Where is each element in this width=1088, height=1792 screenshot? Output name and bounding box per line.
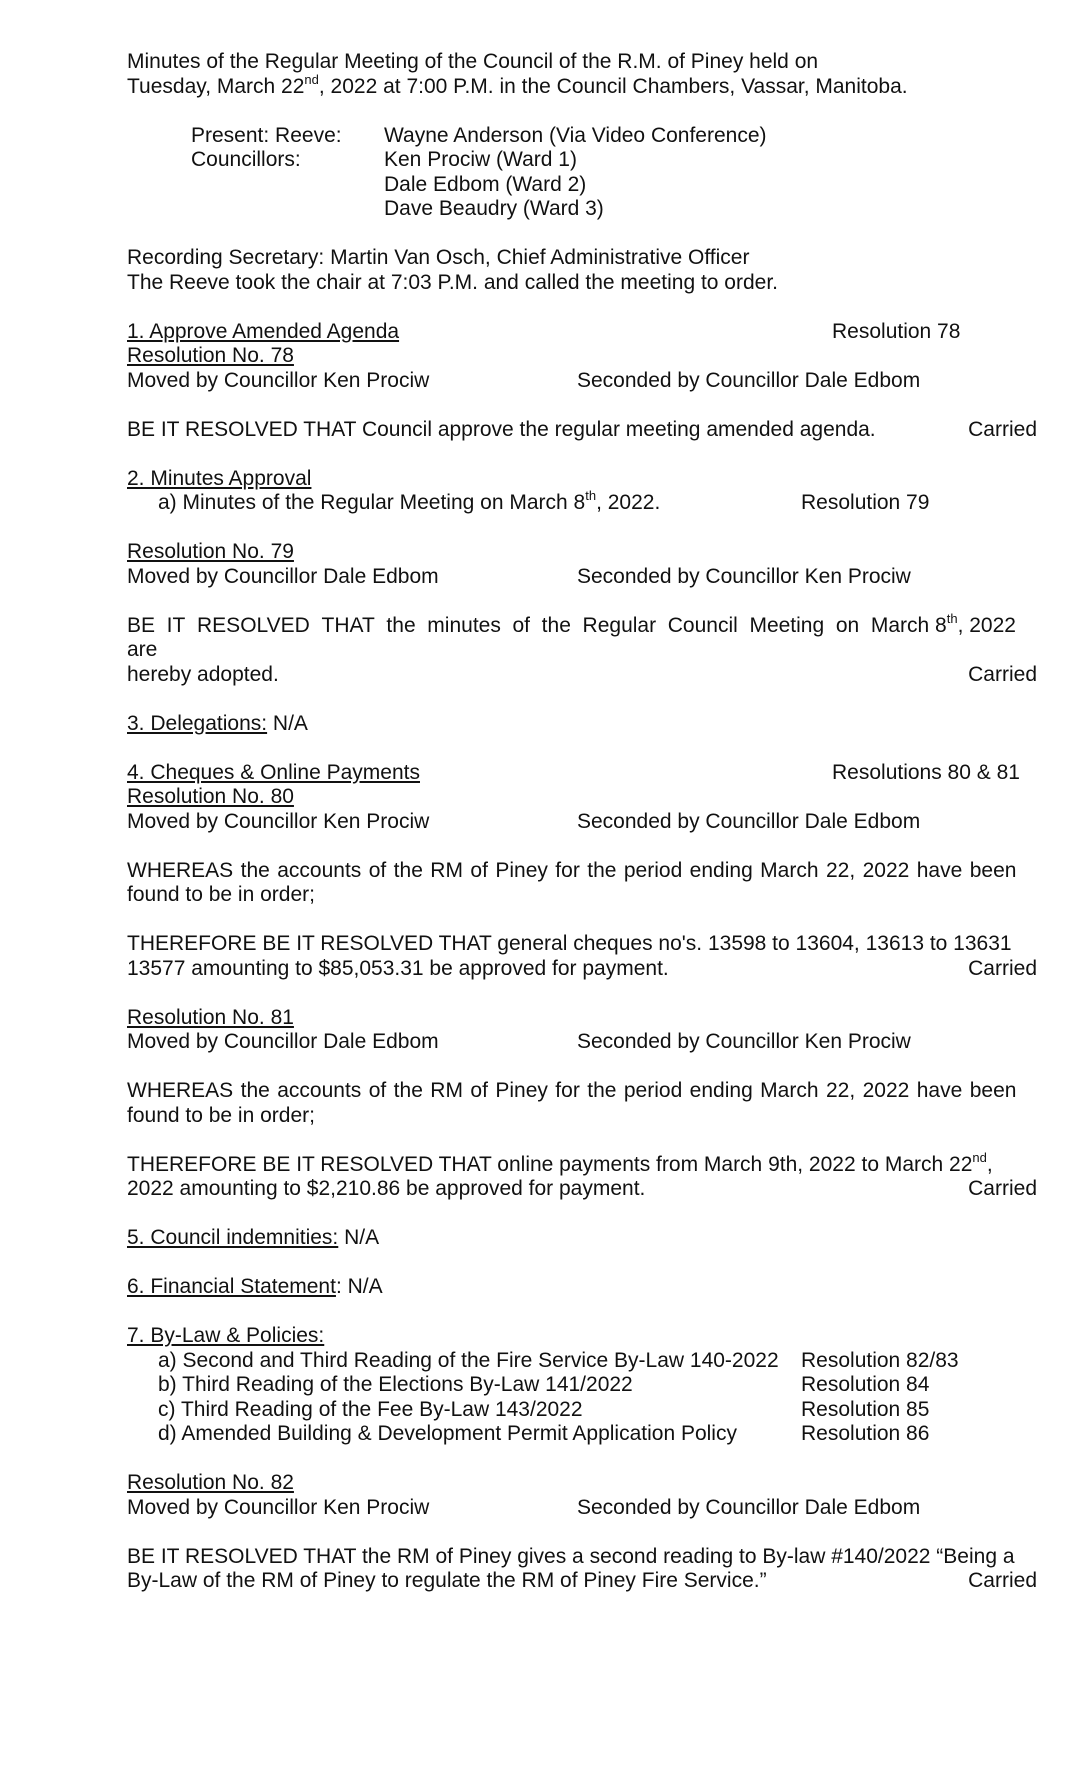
bylaw-item-ref: Resolution 82/83 (801, 1348, 959, 1372)
reeve-name: Wayne Anderson (Via Video Conference) (384, 123, 767, 147)
section-1-ref: Resolution 78 (832, 319, 961, 343)
resolution-82-number: Resolution No. 82 (127, 1471, 294, 1494)
resolution-81-comma: , (986, 1152, 993, 1176)
resolution-79-sup: th (946, 610, 958, 626)
item-a-text-end: , 2022. (596, 491, 661, 514)
section-5-title: 5. Council indemnities: (127, 1226, 339, 1249)
section-6-value: : N/A (335, 1275, 383, 1298)
resolution-79-text-line-1: BE IT RESOLVED THAT the minutes of the Regular Council Meeting on March 8th, 2022 are (127, 610, 1016, 661)
resolution-81-moved: Moved by Councillor Dale Edbom (127, 1030, 439, 1053)
resolution-81-number: Resolution No. 81 (127, 1005, 294, 1029)
resolution-82-text-1: BE IT RESOLVED THAT the RM of Piney gives a second reading to By-law #140/2022 “Being a (127, 1544, 1015, 1568)
bylaw-item-ref: Resolution 85 (801, 1397, 930, 1421)
resolution-81-therefore-1 (127, 1149, 1037, 1178)
resolution-80-whereas-1: WHEREAS the accounts of the RM of Piney for the period ending March 22, 2022 have been (127, 858, 1017, 882)
section-4-title: 4. Cheques & Online Payments (127, 760, 420, 784)
resolution-80-status: Carried (968, 956, 1037, 980)
item-a-sup: th (585, 488, 597, 503)
resolution-79-status: Carried (968, 662, 1037, 686)
resolution-80-number: Resolution No. 80 (127, 785, 294, 808)
resolution-82-status: Carried (968, 1569, 1037, 1592)
resolution-82-moved: Moved by Councillor Ken Prociw (127, 1495, 430, 1519)
section-3-title: 3. Delegations: (127, 711, 268, 735)
item-a-text: a) Minutes of the Regular Meeting on March 8 (158, 491, 586, 514)
resolution-81-therefore-text: THEREFORE BE IT RESOLVED THAT online payments from March 9th, 2022 to March 22 (127, 1152, 973, 1176)
section-4-ref: Resolutions 80 & 81 (832, 760, 1020, 784)
bylaw-item: b) Third Reading of the Elections By-Law 141/2022 (158, 1373, 633, 1396)
header-location-text: , 2022 at 7:00 P.M. in the Council Chambers, Vassar, Manitoba. (318, 74, 908, 98)
resolution-78-seconded: Seconded by Councillor Dale Edbom (577, 368, 921, 392)
resolution-81-whereas-1: WHEREAS the accounts of the RM of Piney for the period ending March 22, 2022 have been (127, 1079, 1017, 1102)
resolution-80-moved: Moved by Councillor Ken Prociw (127, 809, 430, 833)
resolution-79-text-line-2: hereby adopted. (127, 662, 279, 686)
resolution-80-seconded: Seconded by Councillor Dale Edbom (577, 809, 921, 833)
resolution-81-status: Carried (968, 1177, 1037, 1200)
call-to-order: The Reeve took the chair at 7:03 P.M. and called the meeting to order. (127, 270, 779, 294)
resolution-80-whereas-2: found to be in order; (127, 883, 315, 906)
bylaw-item: a) Second and Third Reading of the Fire Service By-Law 140-2022 (158, 1348, 779, 1372)
resolution-79-moved: Moved by Councillor Dale Edbom (127, 564, 439, 588)
resolution-78-status: Carried (968, 417, 1037, 441)
section-5-value: N/A (338, 1226, 380, 1249)
bylaw-item: d) Amended Building & Development Permit Application Policy (158, 1422, 737, 1445)
resolution-81-whereas-2: found to be in order; (127, 1103, 315, 1127)
resolution-81-seconded: Seconded by Councillor Ken Prociw (577, 1030, 911, 1053)
resolution-78-text: BE IT RESOLVED THAT Council approve the regular meeting amended agenda. (127, 417, 876, 441)
councillor-name: Dave Beaudry (Ward 3) (384, 197, 604, 220)
bylaw-item-ref: Resolution 86 (801, 1422, 930, 1445)
councillor-name: Ken Prociw (Ward 1) (384, 148, 577, 171)
bylaw-item-ref: Resolution 84 (801, 1373, 930, 1396)
councillors-label: Councillors: (191, 148, 301, 171)
resolution-81-therefore-2: 2022 amounting to $2,210.86 be approved for payment. (127, 1177, 646, 1200)
resolution-82-seconded: Seconded by Councillor Dale Edbom (577, 1495, 921, 1519)
resolution-80-therefore-2: 13577 amounting to $85,053.31 be approved for payment. (127, 956, 669, 980)
resolution-81-sup: nd (972, 1149, 987, 1165)
header-line-2 (127, 71, 1037, 100)
header-line-1: Minutes of the Regular Meeting of the Council of the R.M. of Piney held on (127, 50, 819, 73)
section-3-value: N/A (267, 711, 308, 735)
resolution-78-moved: Moved by Councillor Ken Prociw (127, 368, 430, 392)
header-date-text: Tuesday, March 22 (127, 74, 305, 98)
resolution-79-number: Resolution No. 79 (127, 540, 294, 563)
section-2-title: 2. Minutes Approval (127, 466, 312, 490)
resolution-79-seconded: Seconded by Councillor Ken Prociw (577, 564, 911, 588)
section-2-item-a-ref: Resolution 79 (801, 491, 930, 514)
reeve-label: Present: Reeve: (191, 123, 342, 147)
bylaw-item: c) Third Reading of the Fee By-Law 143/2022 (158, 1397, 583, 1421)
resolution-78-number: Resolution No. 78 (127, 344, 294, 367)
header-date-sup: nd (304, 71, 319, 87)
section-6-title: 6. Financial Statement (127, 1275, 336, 1298)
section-7-title: 7. By-Law & Policies: (127, 1324, 325, 1347)
councillor-name: Dale Edbom (Ward 2) (384, 172, 587, 196)
resolution-80-therefore-1: THEREFORE BE IT RESOLVED THAT general cheques no's. 13598 to 13604, 13613 to 13631 (127, 932, 1012, 955)
resolution-82-text-2: By-Law of the RM of Piney to regulate the RM of Piney Fire Service.” (127, 1569, 767, 1592)
attendance-block (127, 124, 1037, 222)
recording-secretary: Recording Secretary: Martin Van Osch, Chief Administrative Officer (127, 246, 750, 269)
section-2-item-a (158, 488, 661, 514)
minutes-page (127, 50, 1037, 1594)
section-1-title: 1. Approve Amended Agenda (127, 319, 400, 343)
